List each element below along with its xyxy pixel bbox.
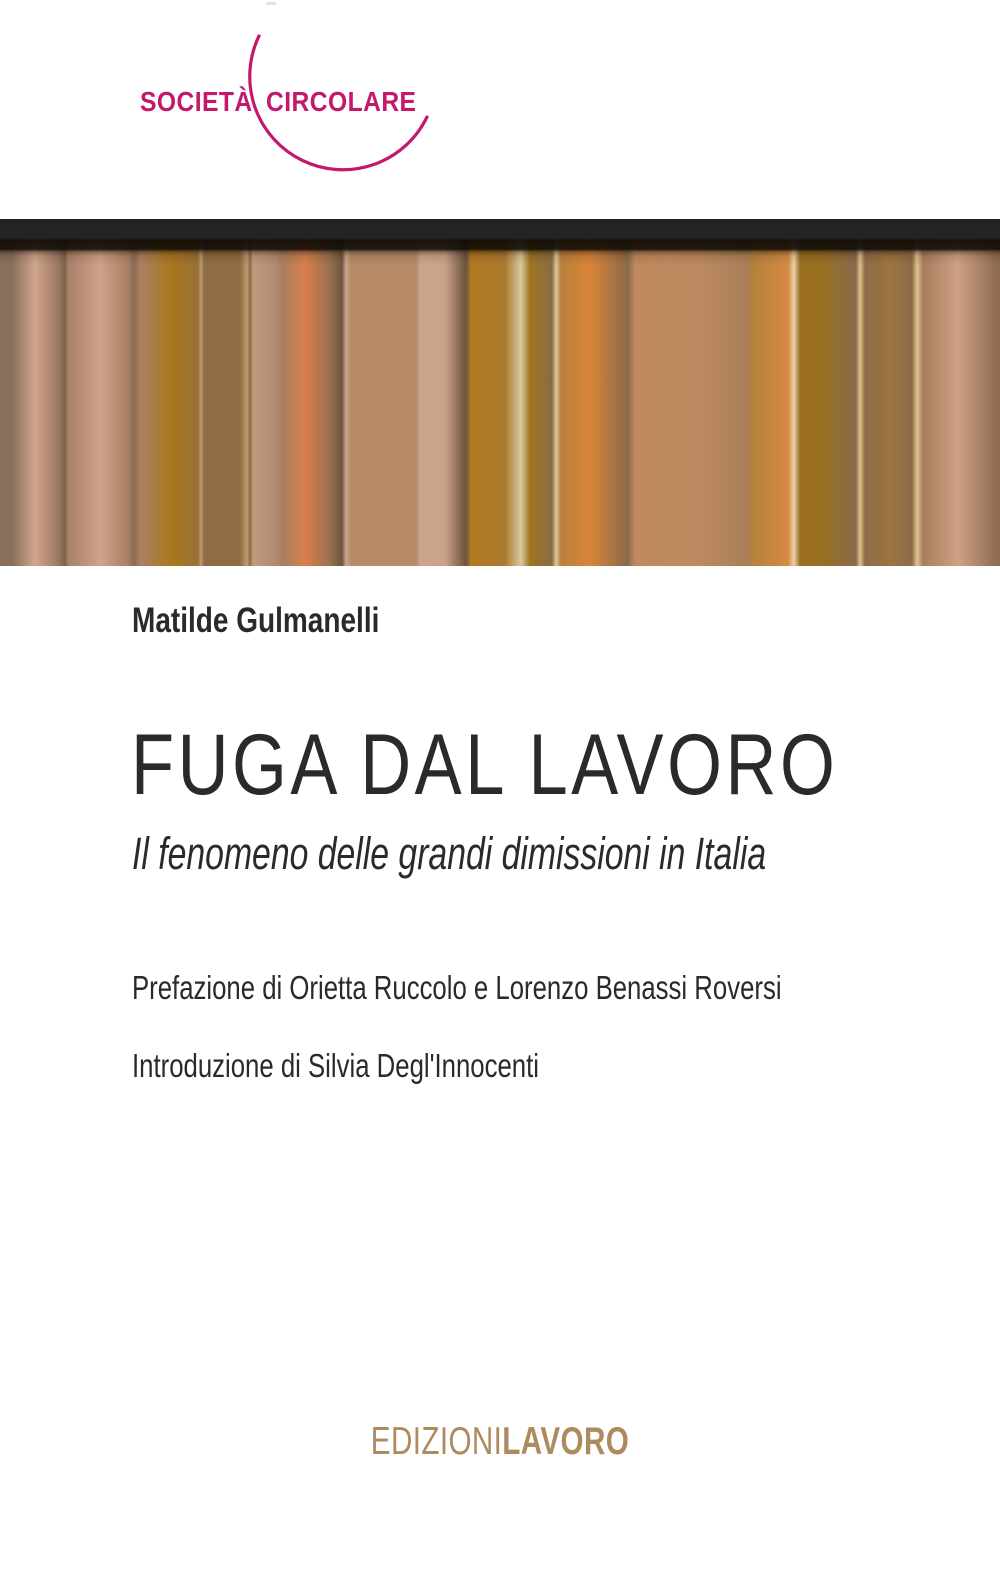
series-title <box>140 88 437 116</box>
author-name: Matilde Gulmanelli <box>132 601 380 640</box>
publisher-wordmark <box>371 1422 629 1461</box>
series-word-circolare: CIRCOLARE <box>265 86 417 117</box>
publisher-lavoro: LAVORO <box>502 1420 630 1463</box>
publisher-edizioni: EDIZIONI <box>370 1420 503 1463</box>
series-word-societa: SOCIETÀ <box>140 86 253 117</box>
series-logo <box>0 0 480 190</box>
book-title: FUGA DAL LAVORO <box>131 717 839 813</box>
introduction-credit: Introduzione di Silvia Degl'Innocenti <box>132 1047 539 1084</box>
book-subtitle: Il fenomeno delle grandi dimissioni in Italia <box>132 828 767 879</box>
publisher-logo <box>0 1422 1000 1461</box>
band-top-bar <box>0 219 1000 566</box>
preface-credit: Prefazione di Orietta Ruccolo e Lorenzo Benassi Roversi <box>132 969 782 1006</box>
cover-artwork-band <box>0 219 1000 566</box>
